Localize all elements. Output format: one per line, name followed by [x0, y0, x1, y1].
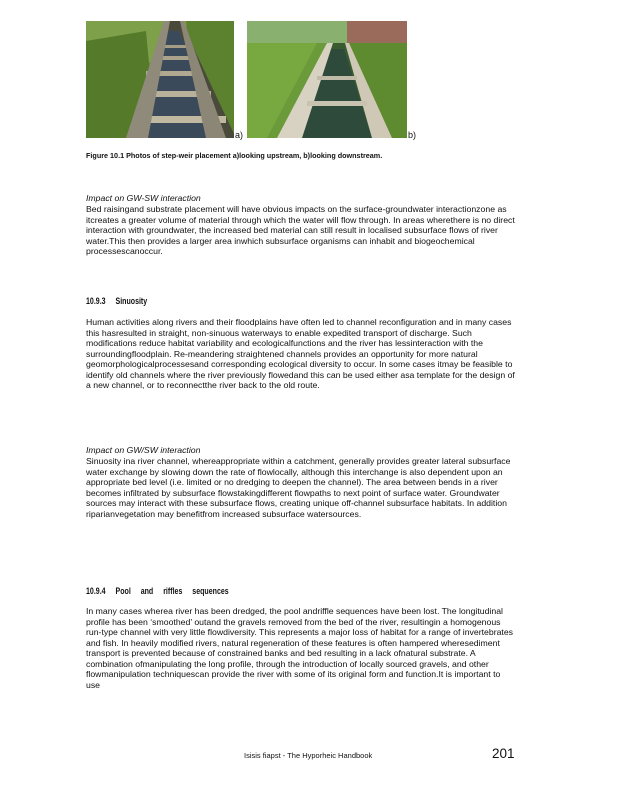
paragraph-pool-riffles: In many cases wherea river has been dredged, the pool andriffle sequences have been lost. The longitudinal profile has been ‘smoothed’ outand the gravels removed from the bed of the river, resultingin a homogenous run-type channel with very little flowdiversity. This represents a major loss of habitat for a range of invertebrates and fish. In heavily modified rivers, natural regeneration of these features is often hampered wheresediment transport is prevented because of constrained banks and bed resulting in a lack ofnatural substrate. A combination ofmanipulating the long profile, through the introduction of locally sourced gravels, and other flowmanipulation techniquescan provide the river with some of its original form and function.It is important to use	[86, 606, 514, 690]
paragraph-bed-raising: Bed raisingand substrate placement will have obvious impacts on the surface-groundwater interactionzone as itcreates a greater volume of material through which the water will flow through. In areas wherethere is no direct interaction with groundwater, the increased bed material can still result in localised subsurface flows of river water.This then provides a larger area inwhich subsurface organisms can inhabit and biogeochemical processescanoccur.	[86, 204, 515, 257]
subheading-impact-gw-sw: Impact on GW-SW interaction	[86, 193, 201, 203]
figure-label-b: b)	[408, 130, 417, 140]
page-footer: Isisis fiapst - The Hyporheic Handbook	[244, 751, 373, 760]
photo-a-image	[86, 21, 234, 138]
photo-b-image	[247, 21, 407, 138]
paragraph-sinuosity-impact: Sinuosity ina river channel, whereappropriate within a catchment, generally provides greater lateral subsurface water exchange by slowing down the rate of flowlocally, although this interchange is also dependent upon an appropriate bed level (i.e. limited or no dredging to deepen the channel). The area between bends in a river becomes infiltrated by subsurface flowstakingdifferent flowpaths to next point of surface water. Groundwater sources may interact with these subsurface flows, creating unique off-channel subsurface habitats. In addition riparianvegetation may benefitfrom increased subsurface watersources.	[86, 456, 511, 519]
paragraph-human-activities: Human activities along rivers and their floodplains have often led to channel reconfiguration and in many cases this hasresulted in straight, non-sinuous waterways to enable expedited transport of discharge. Such modifications reduce habitat variability and ecologicalfunctions and the river has lessinteraction with the surroundingfloodplain. Re-meandering straightened channels provides an opportunity for more natural geomorphologicalprocessesand corresponding ecological diversity to occur. In some cases itmay be feasible to identify old channels where the river previously flowedand this can be used either asa template for the design of a new channel, or to reconnectthe river back to the old route.	[86, 317, 515, 391]
figure-photo-b	[247, 21, 407, 138]
section-heading-sinuosity: 10.9.3 Sinuosity	[86, 296, 148, 306]
subheading-impact-gw-sw-2: Impact on GW/SW interaction	[86, 445, 201, 455]
figure-photo-a	[86, 21, 234, 138]
page-number: 201	[492, 746, 515, 761]
section-heading-pool-riffles: 10.9.4 Pool and riffles sequences	[86, 586, 229, 596]
figure-label-a: a)	[235, 130, 244, 140]
figure-caption: Figure 10.1 Photos of step-weir placement a)looking upstream, b)looking downstream.	[86, 151, 383, 160]
